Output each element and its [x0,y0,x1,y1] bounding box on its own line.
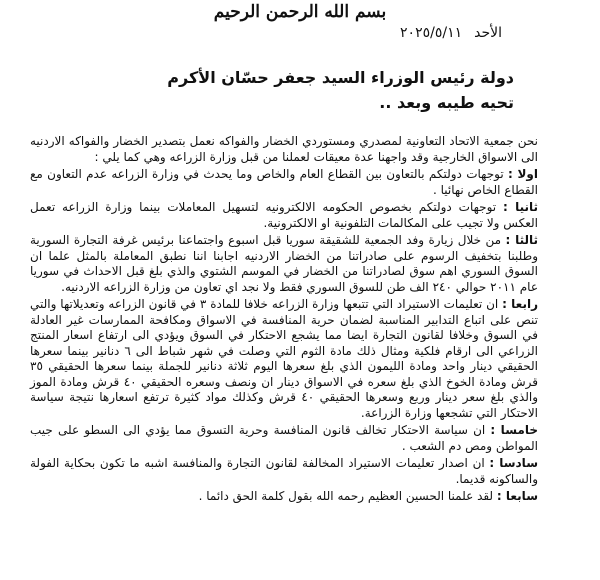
point-label: خامسا : [490,423,538,437]
point-1 [30,167,538,198]
point-label: ثانيا : [503,200,538,214]
point-text: توجهات دولتكم بخصوص الحكومه الالكترونيه لتسهيل المعاملات بينما وزارة الزراعه تعمل العكس ولا تجيب على المكالمات التلفونية او الالكترونية. [30,200,538,230]
point-label: سابعا : [496,489,538,503]
basmala-heading: بسم الله الرحمن الرحيم [213,2,387,22]
point-5 [30,423,538,454]
point-label: رابعا : [502,297,538,311]
point-label: اولا : [508,167,538,181]
point-4 [30,297,538,421]
point-text: ان تعليمات الاستيراد التي تتبعها وزارة الزراعه خلافا للمادة ٣ في قانون الزراعه وتعديلاتها والتي تنص على اتباع التدابير المناسبة لضمان حرية المنافسة في الاسواق ومكافحة الممارسات غير العادلة في السوق وخلافا لقانون التجارة ايضا مما يشجع الاحتكار في السوق ويؤدي الى ارتفاع اسعار المنتج الزراعي الى ارقام فلكية ومثال ذلك مادة الثوم التي وصلت في شهر شباط الى ٦ دنانير بينما سعرها الحقيقي دينار واحد ومادة الليمون الذي بلغ سعرها اليوم ثلاثة دنانير للجملة بينما سعرها الحقيقي ٣٥ قرش ومادة الخوخ الذي بلغ سعره في الاسواق دينار ان ونصف وسعره الحقيقي ٤٠ قرش ومادة الموز والذي بلغ سعر دينار وربع وسعرها الحقيقي ٤٠ قرش وكذلك مواد كثيرة ترتفع اسعارها نتيجة سياسة الاحتكار التي تشجعها وزارة الزراعة. [30,297,538,420]
point-label: سادسا : [489,456,538,470]
point-text: توجهات دولتكم بالتعاون بين القطاع العام والخاص وما يحدث في وزارة الزراعه عدم التعاون مع القطاع الخاص نهائيا . [30,167,538,197]
point-6 [30,456,538,487]
letter-date: ٢٠٢٥/٥/١١ [400,25,463,41]
point-text: ان سياسة الاحتكار تخالف قانون المنافسة وحرية التسوق مما يؤدي الى السطو على جيب المواطن ومص دم الشعب . [30,423,538,453]
date-line [400,25,502,41]
point-7 [30,489,538,505]
addressee-line: دولة رئيس الوزراء السيد جعفر حسّان الأكرم [167,68,514,87]
point-3 [30,233,538,295]
point-2 [30,200,538,231]
point-text: لقد علمنا الحسين العظيم رحمه الله بقول كلمة الحق دائما . [198,489,494,503]
day-label: الأحد [474,25,502,41]
point-text: ان اصدار تعليمات الاستيراد المخالفة لقانون التجارة والمنافسة اشبه ما تكون بحكاية الفولة والساكونه قديما. [30,456,538,486]
point-label: ثالثا : [505,233,538,247]
greeting-line: تحيه طيبه وبعد .. [379,93,514,112]
letter-body [30,134,538,507]
intro-paragraph: نحن جمعية الاتحاد التعاونية لمصدري ومستوردي الخضار والفواكه نعمل بتصدير الخضار والفواكه الاردنيه الى الاسواق الخارجية وقد واجهنا عدة معيقات لعملنا من قبل وزارة الزراعه وهي كما يلي : [30,134,538,164]
point-text: من خلال زيارة وفد الجمعية للشقيقة سوريا قبل اسبوع واجتماعنا برئيس غرفة التجارة السورية وطلبنا بتخفيف الرسوم على صادراتنا من الخضار الاردنيه اجابنا اننا نطبق المعاملة بالمثل علما ان السوق السوري اهم سوق لصادراتنا من الخضار في الموسم الشتوي والذي بلغ قبل الاحداث في سوريا عام ٢٠١١ حوالي ٢٤٠ الف طن للسوق السوري فقط ولا نجد اي تعاون من وزارة الزراعه الاردنيه. [30,233,538,294]
